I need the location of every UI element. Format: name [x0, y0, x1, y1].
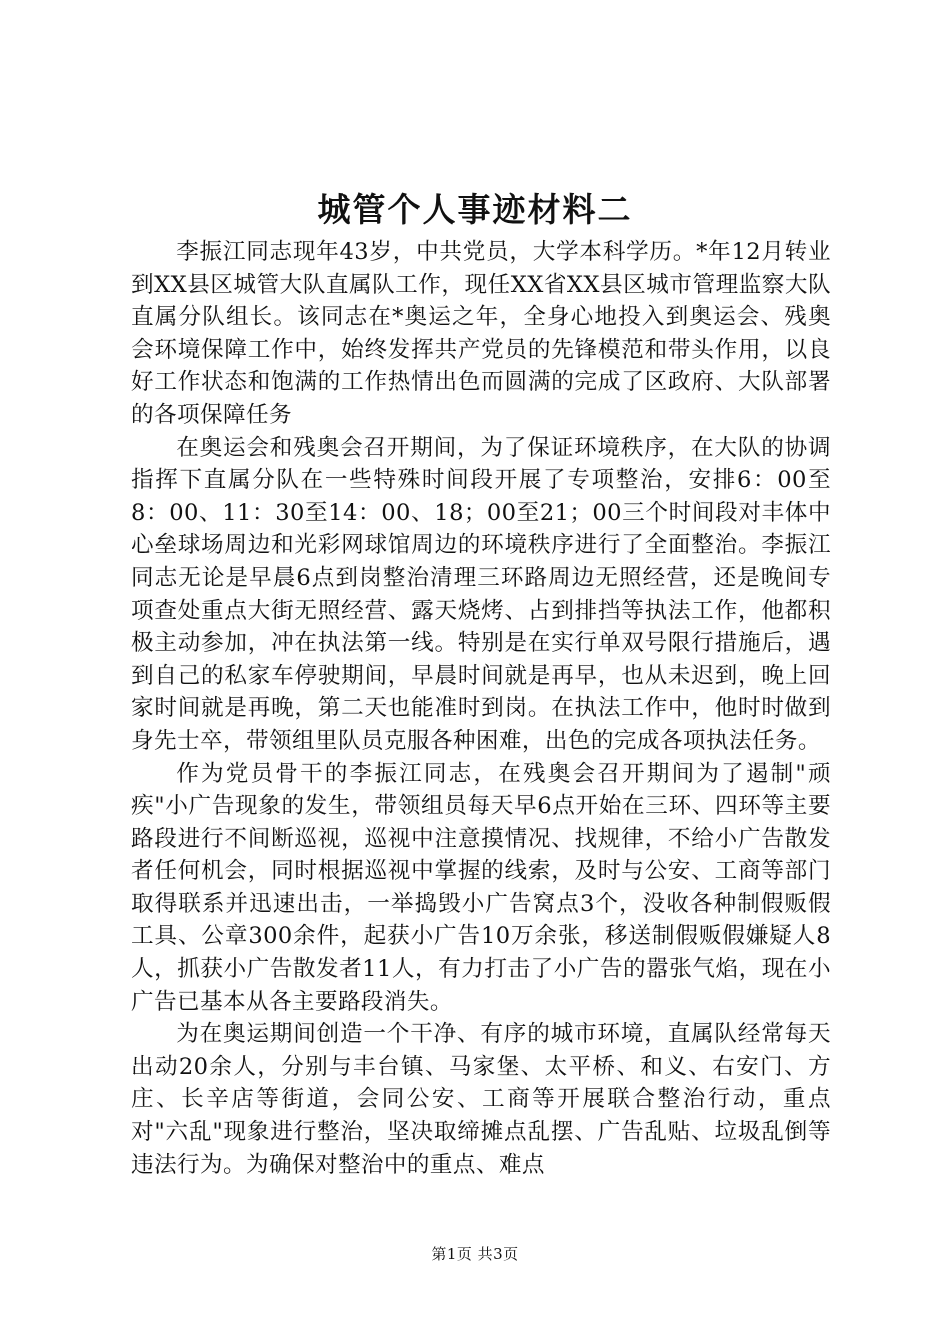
paragraph-4: 为在奥运期间创造一个干净、有序的城市环境，直属队经常每天出动20余人，分别与丰台镇、马家堡、太平桥、和义、右安门、方庄、长辛店等街道，会同公安、工商等开展联合整治行动，重点对"六乱"现象进行整治，坚决取缔摊点乱摆、广告乱贴、垃圾乱倒等违法行为。为确保对整治中的重点、难点	[131, 1021, 831, 1178]
document-body	[131, 236, 831, 1181]
paragraph-2: 在奥运会和残奥会召开期间，为了保证环境秩序，在大队的协调指挥下直属分队在一些特殊时间段开展了专项整治，安排6：00至8：00、11：30至14：00、18；00至21；00三个时间段对丰体中心垒球场周边和光彩网球馆周边的环境秩序进行了全面整治。李振江同志无论是早晨6点到岗整治清理三环路周边无照经营，还是晚间专项查处重点大街无照经营、露天烧烤、占到排挡等执法工作，他都积极主动参加，冲在执法第一线。特别是在实行单双号限行措施后，遇到自己的私家车停驶期间，早晨时间就是再早，也从未迟到，晚上回家时间就是再晚，第二天也能准时到岗。在执法工作中，他时时做到身先士卒，带领组里队员克服各种困难，出色的完成各项执法任务。	[131, 434, 831, 754]
paragraph-1: 李振江同志现年43岁，中共党员，大学本科学历。*年12月转业到XX县区城管大队直属队工作，现任XX省XX县区城市管理监察大队直属分队组长。该同志在*奥运之年，全身心地投入到奥运会、残奥会环境保障工作中，始终发挥共产党员的先锋模范和带头作用，以良好工作状态和饱满的工作热情出色而圆满的完成了区政府、大队部署的各项保障任务	[131, 239, 831, 428]
page-number-footer: 第1页 共3页	[431, 1245, 519, 1263]
document-title: 城管个人事迹材料二	[317, 190, 633, 229]
paragraph-3: 作为党员骨干的李振江同志，在残奥会召开期间为了遏制"顽疾"小广告现象的发生，带领组员每天早6点开始在三环、四环等主要路段进行不间断巡视，巡视中注意摸情况、找规律，不给小广告散发者任何机会，同时根据巡视中掌握的线索，及时与公安、工商等部门取得联系并迅速出击，一举捣毁小广告窝点3个，没收各种制假贩假工具、公章300余件，起获小广告10万余张，移送制假贩假嫌疑人8人，抓获小广告散发者11人，有力打击了小广告的嚣张气焰，现在小广告已基本从各主要路段消失。	[131, 760, 831, 1015]
